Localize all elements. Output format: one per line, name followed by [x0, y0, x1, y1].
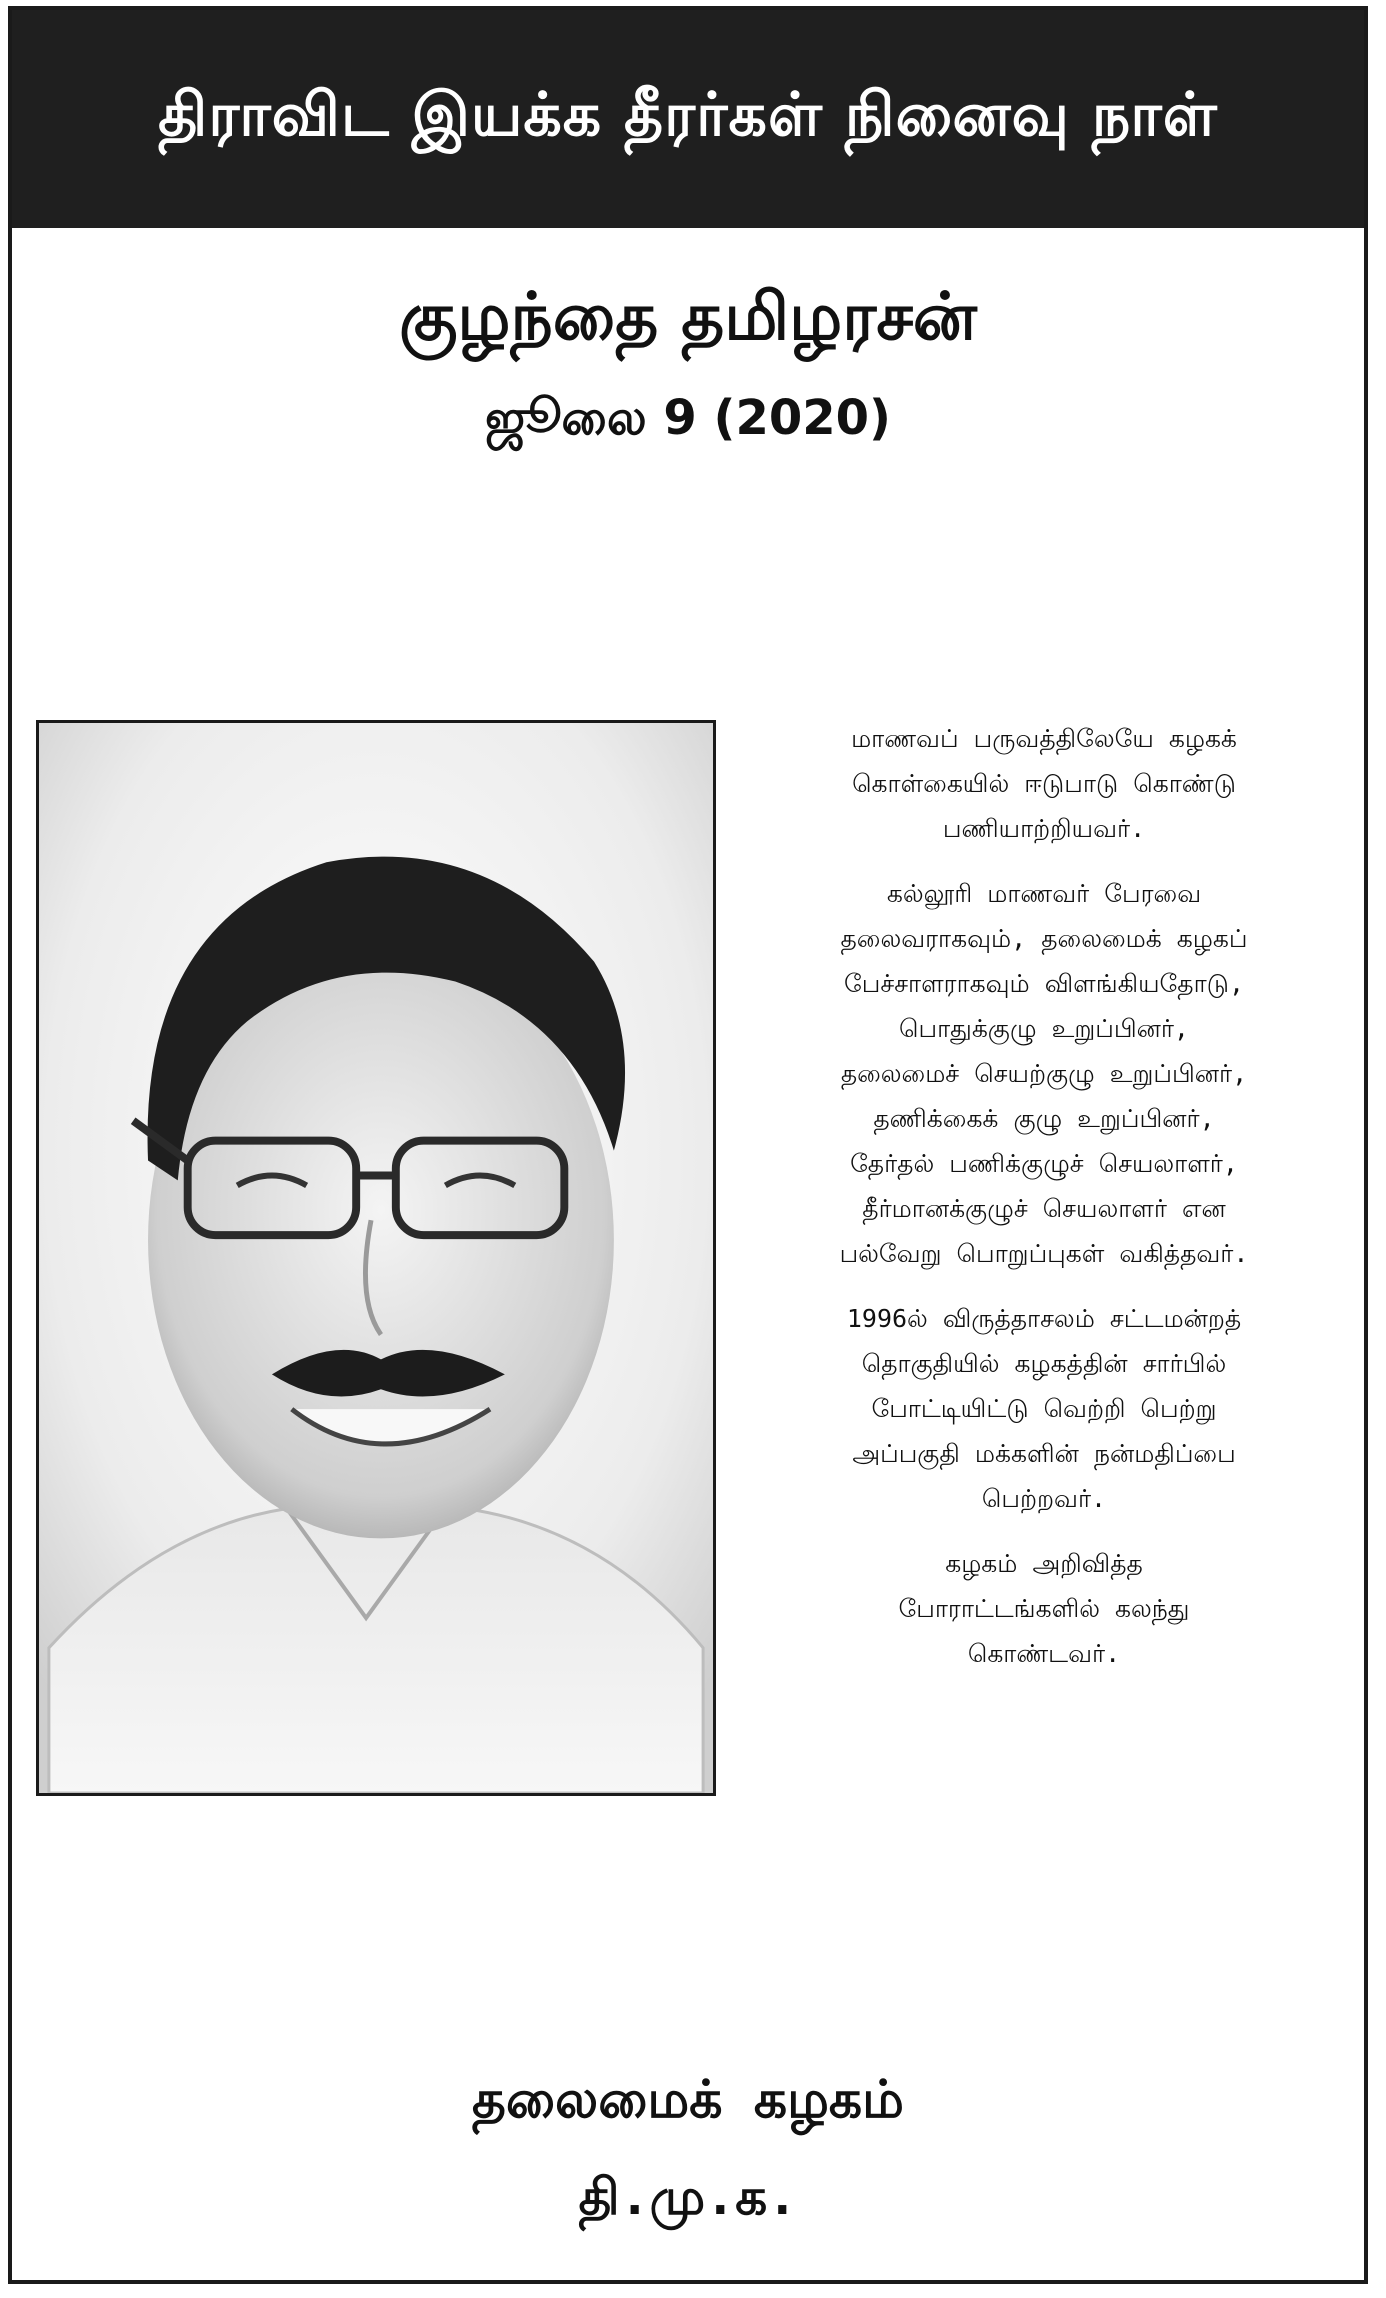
bio-line: போட்டியிட்டு வெற்றி பெற்று	[871, 1394, 1217, 1423]
bio-paragraph	[728, 1296, 1360, 1521]
bio-line: பேச்சாளராகவும் விளங்கியதோடு,	[844, 969, 1244, 998]
bio-line: தலைமைச் செயற்குழு உறுப்பினர்,	[840, 1059, 1248, 1088]
bio-line: போராட்டங்களில் கலந்து	[898, 1594, 1190, 1623]
bio-line: 1996ல் விருத்தாசலம் சட்டமன்றத்	[846, 1304, 1242, 1333]
bio-line: பெற்றவர்.	[981, 1484, 1107, 1513]
bio-line: அப்பகுதி மக்களின் நன்மதிப்பை	[852, 1439, 1236, 1468]
bio-line: கல்லூரி மாணவர் பேரவை	[886, 879, 1202, 908]
bio-line: தேர்தல் பணிக்குழுச் செயலாளர்,	[850, 1149, 1238, 1178]
bio-line: தீர்மானக்குழுச் செயலாளர் என	[862, 1194, 1226, 1223]
bio-line: தொகுதியில் கழகத்தின் சார்பில்	[861, 1349, 1227, 1378]
bio-line: கழகம் அறிவித்த	[945, 1549, 1143, 1578]
biography-text	[728, 716, 1360, 1696]
bio-line: பல்வேறு பொறுப்புகள் வகித்தவர்.	[839, 1239, 1249, 1268]
bio-line: மாணவப் பருவத்திலேயே கழகக்	[851, 724, 1237, 753]
banner-title: திராவிட இயக்க தீரர்கள் நினைவு நாள்	[158, 80, 1218, 150]
banner	[12, 10, 1364, 228]
memorial-notice-frame	[8, 6, 1368, 2284]
bio-paragraph	[728, 1541, 1360, 1676]
subject-name: குழந்தை தமிழரசன்	[399, 278, 977, 355]
bio-line: கொண்டவர்.	[967, 1639, 1121, 1668]
bio-line: கொள்கையில் ஈடுபாடு கொண்டு	[852, 769, 1236, 798]
footer-organization: தலைமைக் கழகம்	[471, 2070, 905, 2130]
bio-line: தலைவராகவும், தலைமைக் கழகப்	[840, 924, 1248, 953]
footer-party-name: தி.மு.க.	[578, 2168, 798, 2226]
bio-paragraph	[728, 716, 1360, 851]
memorial-date: ஜூலை 9 (2020)	[485, 390, 891, 446]
bio-line: பொதுக்குழு உறுப்பினர்,	[899, 1014, 1189, 1043]
bio-line: தணிக்கைக் குழு உறுப்பினர்,	[873, 1104, 1215, 1133]
bio-paragraph	[728, 871, 1360, 1276]
portrait-photo	[36, 720, 716, 1796]
bio-line: பணியாற்றியவர்.	[942, 814, 1146, 843]
portrait-photo-icon	[39, 723, 713, 1793]
